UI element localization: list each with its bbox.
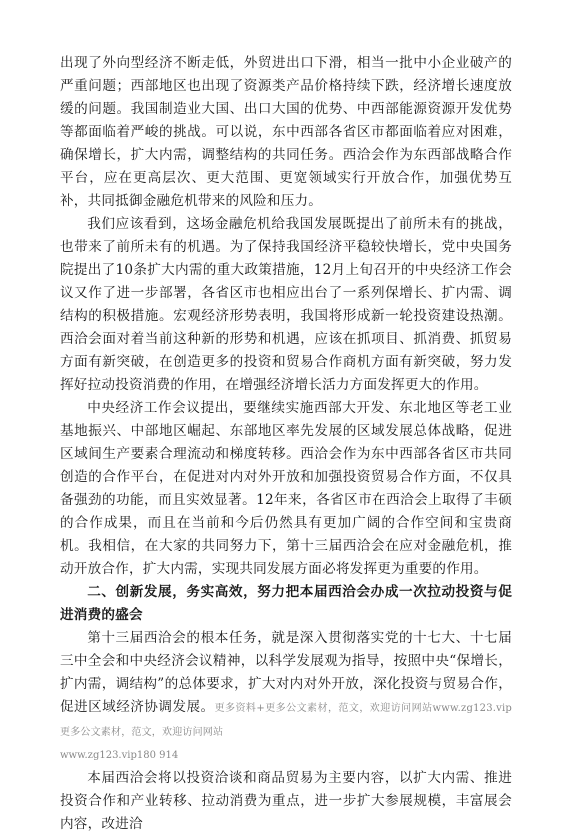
section-heading: 二、创新发展，务实高效，努力把本届西洽会办成一次拉动投资与促进消费的盛会 (60, 584, 512, 623)
paragraph-3: 中央经济工作会议提出，要继续实施西部大开发、东北地区等老工业基地振兴、中部地区崛起、东部地区率先发展的区域发展总体战略，促进区域间生产要素合理流动和梯度转移。西洽会作为东中西部各省区市共同创造的合作平台，在促进对内对外开放和加强投资贸易合作方面，不仅具备强劲的功能，而且实效显著。12年来，各省区市在西洽会上取得了丰硕的合作成果，而且在当前和今后仍然具有更加广阔的合作空间和宝贵商机。我相信，在大家的共同努力下，第十三届西洽会在应对金融危机，推动开放合作，扩大内需，实现共同发展方面必将发挥更为重要的作用。 (60, 400, 512, 577)
paragraph-1: 出现了外向型经济不断走低，外贸进出口下滑，相当一批中小企业破产的严重问题；西部地区也出现了资源类产品价格持续下跌，经济增长速度放缓的问题。我国制造业大国、出口大国的优势、中西部能源资源开发优势等都面临着严峻的挑战。可以说，东中西部各省区市都面临着应对困难，确保增长，扩大内需，调整结构的共同任务。西洽会作为东西部战略合作平台，应在更高层次、更大范围、更宽领域实行开放合作，加强优势互补，共同抵御金融危机带来的风险和压力。 (60, 55, 512, 209)
paragraph-4-text: 第十三届西洽会的根本任务，就是深入贯彻落实党的十七大、十七届三中全会和中央经济会议精神，以科学发展观为指导，按照中央“保增长，扩内需，调结构”的总体要求，扩大对内对外开放，深化投资与贸易合作，促进区域经济协调发展。 (60, 630, 512, 715)
document-page (60, 52, 512, 836)
watermark-inline: 更多资料+更多公文素材，范文，欢迎访问网站www.zg123.vip 更多公文素材，范文，欢迎访问网站 (60, 703, 512, 738)
paragraph-5: 本届西洽会将以投资洽谈和商品贸易为主要内容，以扩大内需、推进投资合作和产业转移、拉动消费为重点，进一步扩大参展规模，丰富展会内容，改进洽 (60, 770, 512, 832)
watermark-line: www.zg123.vip180 914 (60, 750, 179, 761)
paragraph-4 (60, 627, 512, 744)
paragraph-2: 我们应该看到，这场金融危机给我国发展既提出了前所未有的挑战，也带来了前所未有的机遇。为了保持我国经济平稳较快增长，党中央国务院提出了10条扩大内需的重大政策措施，12月上旬召开的中央经济工作会议又作了进一步部署，各省区市也相应出台了一系列保增长、扩内需、调结构的积极措施。宏观经济形势表明，我国将形成新一轮投资建设热潮。西洽会面对着当前这种新的形势和机遇，应该在抓项目、抓消费、抓贸易方面有新突破，在创造更多的投资和贸易合作商机方面有新突破，努力发挥好拉动投资消费的作用，在增强经济增长活力方面发挥更大的作用。 (60, 216, 512, 393)
